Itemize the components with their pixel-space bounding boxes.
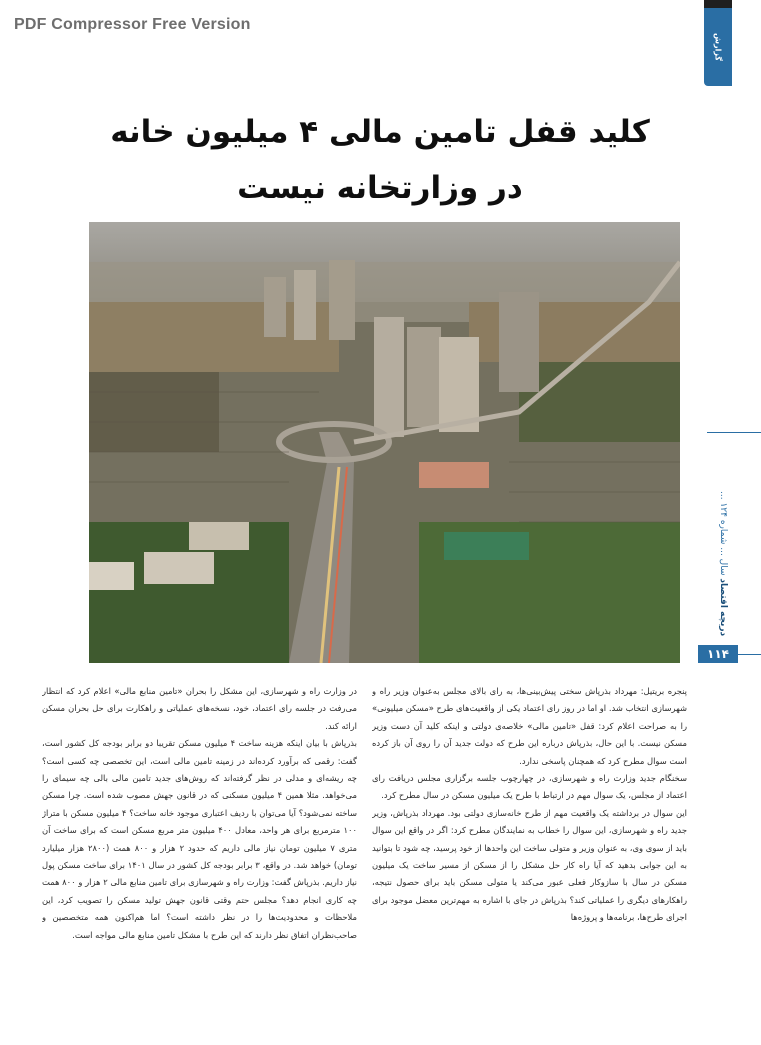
city-aerial-illustration bbox=[89, 222, 680, 663]
magazine-name: دریچه اقتصاد bbox=[718, 578, 728, 636]
side-rule bbox=[707, 432, 761, 433]
paragraph: سخنگام جدید وزارت راه و شهرسازی، در چهارچوب جلسه برگزاری مجلس دریافت رای اعتماد از مجلس، یک سوال مهم در ارتباط با طرح یک میلیون مسکن در سال مطرح کرد. bbox=[372, 773, 687, 801]
section-tab-label: گزارش bbox=[713, 32, 723, 61]
article-title bbox=[100, 104, 660, 216]
magazine-side-info bbox=[706, 436, 728, 636]
body-column-left bbox=[42, 683, 357, 958]
issue-info: سال ... شماره ۱۲۴ ... bbox=[718, 490, 728, 576]
paragraph: بذرپاش با بیان اینکه هزینه ساخت ۴ میلیون مسکن تقریبا دو برابر بودجه کل کشور است، گفت: رقمی که برآورد کرده‌اند در زمینه تامین مالی است، این تخصصی چه کسی است؟ چه ریشه‌ای و مدلی در نظر گرفته‌اند که روش‌های جدید تامین مالی بالی چه سیمای را می‌خواهد. مثلا همین ۴ میلیون مسکنی که در قانون جهش مصوب شده است. چرا مسکن ساخته نمی‌شود؟ آیا می‌توان با ردیف اعتباری موجود خانه ساخت؟ ۴ میلیون مسکن با متراژ ۱۰۰ مترمربع برای هر واحد، معادل ۴۰۰ میلیون متر مربع مسکن است که برای ساخت آن متری ۷ میلیون تومان نیاز مالی داریم که حدود ۲ هزار و ۸۰۰ همت (۲۸۰۰ هزار میلیارد تومان) خواهد شد. در واقع، ۳ برابر بودجه کل کشور در سال ۱۴۰۱ برای ساخت مسکن پول نیاز داریم. بذرپاش گفت: وزارت راه و شهرسازی برای تامین منابع مالی ۲ هزار و ۸۰۰ همت چه کاری انجام دهد؟ مجلس حتم وقتی قانون جهش تولید مسکن را تصویب کرد، این ملاحظات و محدودیت‌ها را در نظر داشته است؟ اما هم‌اکنون همه متخصصین و صاحب‌نظران اتفاق نظر دارند که این طرح با مشکل تامین منابع مالی مواجه است. bbox=[42, 738, 357, 940]
page-number: ۱۱۴ bbox=[698, 645, 738, 663]
paragraph: در وزارت راه و شهرسازی، این مشکل را بحران «تامین منابع مالی» اعلام کرد که انتظار می‌رفت در جلسه رای اعتماد، خود، نسخه‌های عملیاتی و راهکارت برای حل بحران مسکن ارائه کند. bbox=[42, 686, 357, 731]
pdf-compressor-watermark: PDF Compressor Free Version bbox=[14, 16, 251, 33]
article-title-line-1: کلید قفل تامین مالی ۴ میلیون خانه bbox=[110, 114, 650, 150]
article-title-line-2: در وزارتخانه نیست bbox=[237, 170, 523, 206]
city-aerial-photo bbox=[89, 222, 680, 663]
paragraph: این سوال در برداشته یک واقعیت مهم از طرح خانه‌سازی دولتی بود. مهرداد بذرپاش، وزیر جدید راه و شهرسازی، این سوال را خطاب به نمایندگان مطرح کرد: اگر در واقع این سوال باید از سوی وی، به عنوان وزیر و متولی ساخت این واحدها از خود پرسید، چه شود تا بتوانید به این جوابی بدهید که آیا راه کار حل مشکل را از مسکن از مسیر ساخت یک میلیون مسکن در سال با سازوکار فعلی عبور می‌کند یا متولی مسکن باید برای حصول نتیجه، راهکارهای دیگری را عملیاتی کند؟ بذرپاش در جای با اشاره به مهم‌ترین معضل موجود برای اجرای طرح‌ها، برنامه‌ها و پروژه‌ها bbox=[372, 807, 687, 923]
body-column-right bbox=[372, 683, 687, 963]
section-tab bbox=[704, 8, 732, 86]
paragraph: پنجره بریتیل: مهرداد بذرپاش سختی پیش‌بینی‌ها، به رای بالای مجلس به‌عنوان وزیر راه و شهرسازی انتخاب شد. او اما در روز رای اعتماد یکی از واقعیت‌های طرح «مسکن میلیونی» را به صراحت اعلام کرد: قفل «تامین مالی» خلاصه‌ی دولتی و اینکه کلید آن دست وزیر مسکن نیست. با این حال، بذرپاش درباره این طرح که دولت جدید آن را روی آن باز کرده است سوال مطرح کرد که همچنان پاسخی ندارد. bbox=[372, 686, 687, 766]
